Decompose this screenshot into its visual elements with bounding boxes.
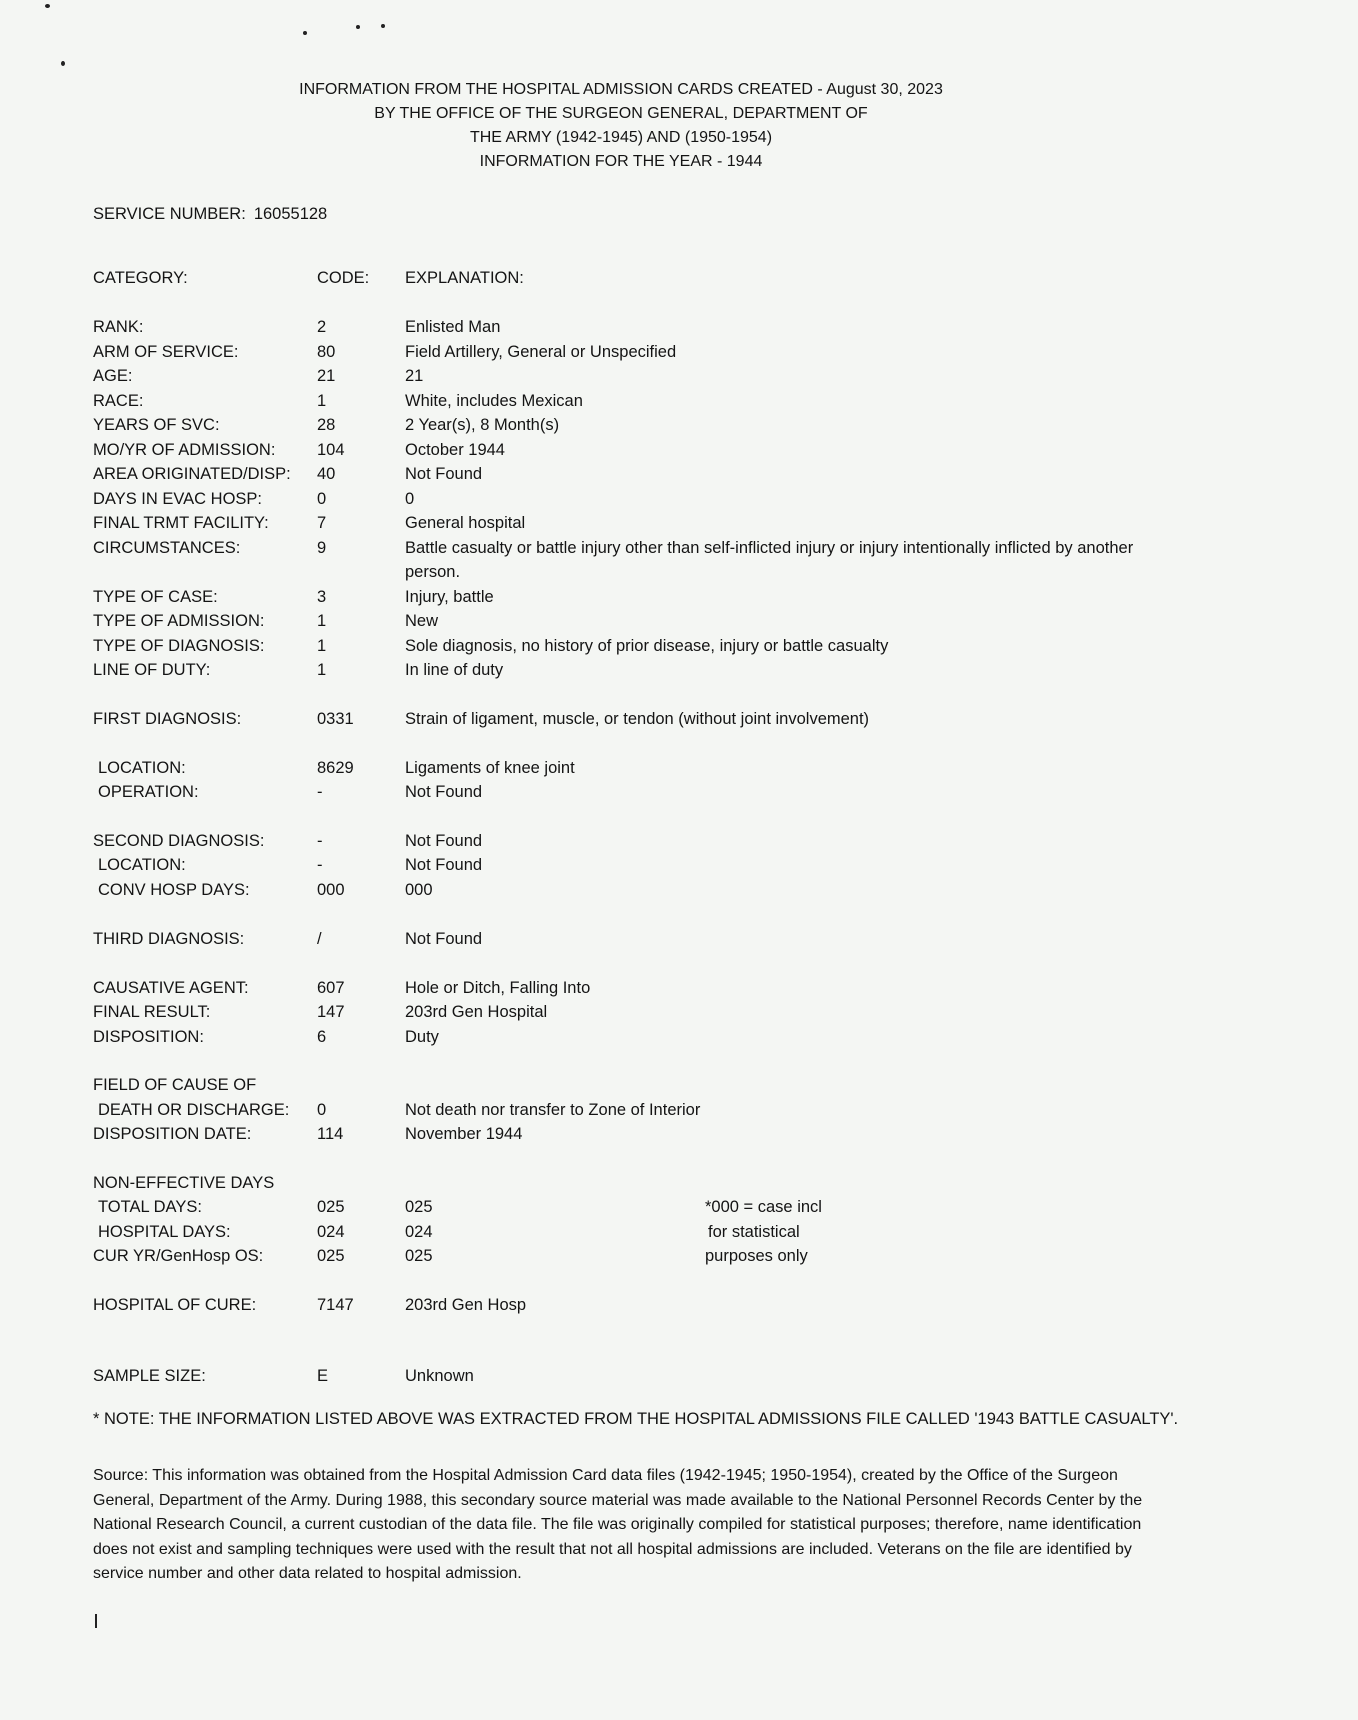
row-explanation: 000 [405,881,433,899]
row-category: MO/YR OF ADMISSION: [93,441,276,459]
row-category: TOTAL DAYS: [98,1198,202,1216]
row-explanation: Not Found [405,856,483,874]
row-explanation: Duty [405,1028,439,1046]
row-explanation: General hospital [405,514,526,532]
document-heading [0,78,1242,174]
row-explanation: Injury, battle [405,588,494,606]
row-explanation: Not death nor transfer to Zone of Interior [405,1101,701,1119]
row-explanation: 025 [405,1198,433,1216]
row-explanation: 025 [405,1247,433,1265]
row-code: 607 [317,979,345,997]
row-category: DISPOSITION: [93,1028,204,1046]
row-category: CIRCUMSTANCES: [93,539,241,557]
row-category: LOCATION: [98,759,186,777]
row-code: 0 [317,490,327,508]
row-category: YEARS OF SVC: [93,416,220,434]
row-code: 114 [317,1125,344,1143]
row-category: AGE: [93,367,133,385]
row-explanation: 203rd Gen Hospital [405,1003,548,1021]
row-category: RACE: [93,392,144,410]
row-category: SECOND DIAGNOSIS: [93,832,265,850]
margin-mark [95,1614,97,1628]
row-code: 025 [317,1247,345,1265]
row-explanation: Battle casualty or battle injury other than self-inflicted injury or injury intentionally inflicted by another person. [405,539,1134,581]
row-category: FINAL TRMT FACILITY: [93,514,269,532]
row-explanation: Unknown [405,1367,474,1385]
row-category: FIELD OF CAUSE OF [93,1076,257,1094]
row-explanation: Not Found [405,930,483,948]
row-code: E [317,1367,329,1385]
row-explanation: Not Found [405,832,483,850]
row-code: 80 [317,343,336,361]
row-code: - [317,832,323,850]
row-code: / [317,930,322,948]
row-code: 147 [317,1003,345,1021]
row-category: CAUSATIVE AGENT: [93,979,249,997]
row-category: TYPE OF DIAGNOSIS: [93,637,265,655]
column-header-code: CODE: [317,269,370,287]
row-category: SAMPLE SIZE: [93,1367,206,1385]
row-code: 6 [317,1028,327,1046]
row-category: HOSPITAL OF CURE: [93,1296,257,1314]
row-code: 1 [317,392,327,410]
speck-mark [381,24,385,28]
row-category: LINE OF DUTY: [93,661,211,679]
heading-line: INFORMATION FROM THE HOSPITAL ADMISSION CARDS CREATED - August 30, 2023 [299,81,943,98]
row-explanation: In line of duty [405,661,504,679]
row-category: DISPOSITION DATE: [93,1125,252,1143]
row-explanation: November 1944 [405,1125,523,1143]
row-code: 1 [317,637,327,655]
row-explanation: 024 [405,1223,433,1241]
row-code: 40 [317,465,336,483]
row-note: purposes only [705,1247,808,1265]
row-code: - [317,783,323,801]
speck-mark [356,25,360,29]
row-code: 104 [317,441,345,459]
extraction-note: * NOTE: THE INFORMATION LISTED ABOVE WAS EXTRACTED FROM THE HOSPITAL ADMISSIONS FILE CALLED '1943 BATTLE CASUALTY'. [93,1410,1179,1428]
row-code: 8629 [317,759,354,777]
row-category: CUR YR/GenHosp OS: [93,1247,264,1265]
column-header-category: CATEGORY: [93,269,188,287]
row-category: FINAL RESULT: [93,1003,211,1021]
speck-mark [303,31,307,35]
service-number [93,205,327,224]
row-code: 3 [317,588,327,606]
service-number-value: 16055128 [253,205,328,223]
row-code: 025 [317,1198,345,1216]
row-category: THIRD DIAGNOSIS: [93,930,245,948]
row-code: 21 [317,367,336,385]
row-category: AREA ORIGINATED/DISP: [93,465,291,483]
row-explanation: Ligaments of knee joint [405,759,575,777]
row-code: - [317,856,323,874]
row-code: 28 [317,416,336,434]
row-explanation: 2 Year(s), 8 Month(s) [405,416,560,434]
column-header-explanation: EXPLANATION: [405,269,524,287]
row-explanation: Sole diagnosis, no history of prior disease, injury or battle casualty [405,637,889,655]
row-explanation: 203rd Gen Hosp [405,1296,527,1314]
row-note: *000 = case incl [705,1198,822,1216]
row-category: ARM OF SERVICE: [93,343,239,361]
row-code: 024 [317,1223,345,1241]
row-explanation: Not Found [405,783,483,801]
row-note: for statistical [708,1223,800,1241]
row-category: TYPE OF CASE: [93,588,218,606]
heading-line: THE ARMY (1942-1945) AND (1950-1954) [469,129,773,146]
row-explanation: Field Artillery, General or Unspecified [405,343,677,361]
row-code: 2 [317,318,327,336]
row-category: DAYS IN EVAC HOSP: [93,490,263,508]
row-explanation: Enlisted Man [405,318,501,336]
row-category: OPERATION: [98,783,199,801]
row-code: 0331 [317,710,354,728]
heading-line: INFORMATION FOR THE YEAR - 1944 [479,153,763,170]
source-paragraph: Source: This information was obtained from the Hospital Admission Card data files (1942-1945; 1950-1954), created by the Office of the Surgeon General, Department of the Army. During 1988, this secondary source material was made available to the National Personnel Records Center by the National Research Council, a current custodian of the data file. The file was originally compiled for statistical purposes; therefore, name identification does not exist and sampling techniques were used with the result that not all hospital admissions are included. Veterans on the file are identified by service number and other data related to hospital admission. [93,1467,1143,1582]
service-number-label: SERVICE NUMBER: [93,205,246,223]
row-category: HOSPITAL DAYS: [98,1223,231,1241]
row-category: NON-EFFECTIVE DAYS [93,1174,275,1192]
row-explanation: Strain of ligament, muscle, or tendon (without joint involvement) [405,710,870,728]
row-code: 0 [317,1101,327,1119]
heading-line: BY THE OFFICE OF THE SURGEON GENERAL, DEPARTMENT OF [374,105,868,122]
row-code: 7 [317,514,327,532]
speck-mark [45,4,50,8]
row-code: 9 [317,539,327,557]
row-explanation: Hole or Ditch, Falling Into [405,979,591,997]
row-explanation: 21 [405,367,424,385]
row-explanation: 0 [405,490,415,508]
row-category: CONV HOSP DAYS: [98,881,250,899]
row-code: 1 [317,612,327,630]
row-category: FIRST DIAGNOSIS: [93,710,242,728]
row-explanation: Not Found [405,465,483,483]
row-explanation: October 1944 [405,441,505,459]
row-code: 000 [317,881,345,899]
row-category: LOCATION: [98,856,186,874]
row-code: 7147 [317,1296,354,1314]
row-code: 1 [317,661,327,679]
row-category: TYPE OF ADMISSION: [93,612,265,630]
row-category: DEATH OR DISCHARGE: [98,1101,290,1119]
row-explanation: White, includes Mexican [405,392,583,410]
row-explanation: New [405,612,439,630]
speck-mark [61,61,65,66]
row-category: RANK: [93,318,144,336]
